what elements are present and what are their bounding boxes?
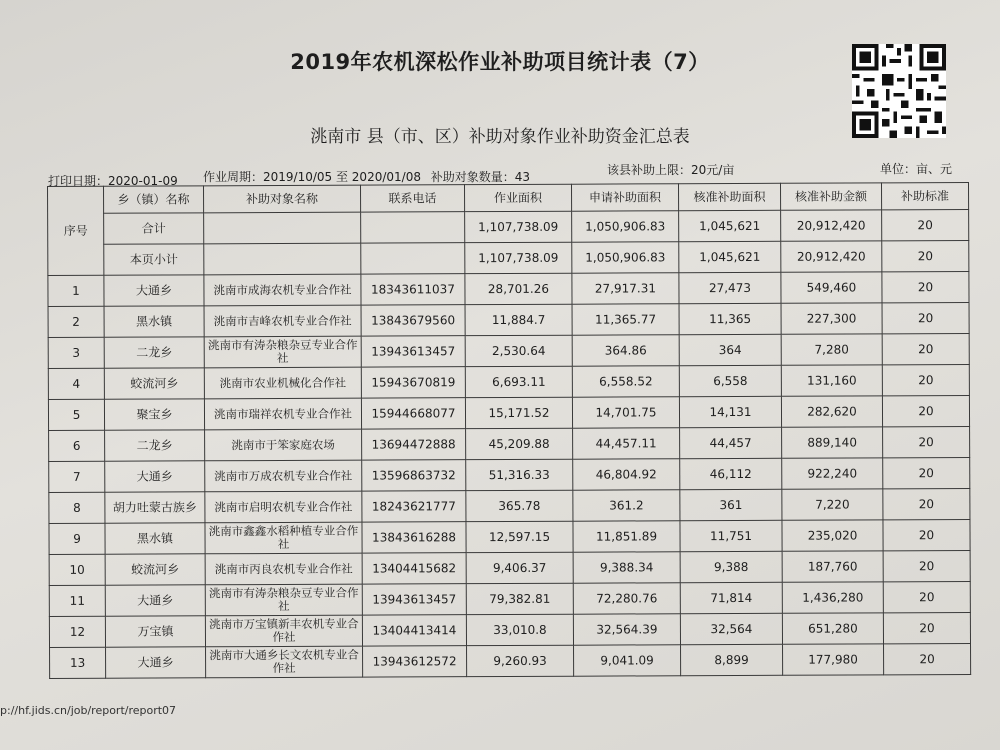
table-row (49, 457, 970, 492)
standard: 20 (884, 643, 971, 674)
work-area: 51,316.33 (466, 459, 573, 490)
work-area: 9,260.93 (467, 645, 574, 676)
approved-area: 364 (679, 334, 781, 365)
standard: 20 (883, 612, 970, 643)
row-index: 5 (48, 399, 104, 430)
summary-work-area: 1,107,738.09 (465, 211, 572, 242)
table-row (49, 581, 970, 616)
recipient-name: 洮南市农业机械化合作社 (204, 367, 361, 399)
approved-area: 9,388 (680, 551, 782, 582)
summary-label: 合计 (104, 213, 204, 244)
approved-amount: 7,280 (781, 334, 882, 365)
town-name: 大通乡 (106, 647, 206, 678)
applied-area: 27,917.31 (572, 273, 679, 304)
approved-area: 14,131 (679, 396, 781, 427)
applied-area: 361.2 (573, 490, 680, 521)
work-area: 15,171.52 (465, 397, 572, 428)
approved-amount: 227,300 (781, 303, 882, 334)
print-date: 打印日期：2020-01-09 (48, 174, 178, 188)
applied-area: 6,558.52 (572, 366, 679, 397)
contact-phone: 13943613457 (362, 584, 466, 615)
table-body (48, 182, 971, 678)
table-row (48, 271, 969, 306)
row-index: 1 (48, 275, 104, 306)
town-name: 大通乡 (105, 585, 205, 616)
row-index: 12 (49, 616, 105, 647)
town-name: 胡力吐蒙古族乡 (105, 492, 205, 523)
recipient-name: 洮南市启明农机专业合作社 (205, 491, 362, 523)
approved-amount: 177,980 (783, 644, 884, 675)
approved-area: 361 (680, 489, 782, 520)
approved-area: 11,365 (679, 303, 781, 334)
work-period (203, 168, 530, 185)
approved-amount: 1,436,280 (782, 582, 883, 613)
applied-area: 14,701.75 (572, 397, 679, 428)
table-row (50, 643, 971, 678)
applied-area: 11,365.77 (572, 304, 679, 335)
contact-phone: 13694472888 (362, 429, 466, 460)
row-index: 11 (49, 585, 105, 616)
work-area: 33,010.8 (466, 614, 573, 645)
work-area: 365.78 (466, 490, 573, 521)
applied-area: 72,280.76 (573, 583, 680, 614)
applied-area: 9,388.34 (573, 552, 680, 583)
header-index: 序号 (48, 186, 104, 275)
row-index: 4 (48, 368, 104, 399)
standard: 20 (882, 364, 969, 395)
town-name: 大通乡 (105, 461, 205, 492)
approved-area: 32,564 (680, 613, 782, 644)
recipient-name: 洮南市成海农机专业合作社 (204, 274, 361, 306)
summary-row (48, 240, 969, 275)
row-index: 6 (49, 430, 105, 461)
approved-area: 6,558 (679, 365, 781, 396)
town-name: 大通乡 (104, 275, 204, 306)
approved-area: 71,814 (680, 582, 782, 613)
work-area: 2,530.64 (465, 335, 572, 366)
town-name: 蛟流河乡 (105, 554, 205, 585)
contact-phone: 13404415682 (362, 553, 466, 584)
table-row (49, 519, 970, 554)
row-index: 3 (48, 337, 104, 368)
approved-amount: 549,460 (781, 272, 882, 303)
approved-area: 11,751 (680, 520, 782, 551)
approved-amount: 187,760 (782, 551, 883, 582)
row-index: 7 (49, 461, 105, 492)
summary-applied-area: 1,050,906.83 (572, 242, 679, 273)
empty-cell (204, 243, 361, 275)
contact-phone: 18243621777 (362, 491, 466, 522)
row-index: 9 (49, 523, 105, 554)
applied-area: 46,804.92 (573, 459, 680, 490)
table-row (48, 364, 969, 399)
standard: 20 (883, 581, 970, 612)
summary-standard: 20 (882, 209, 969, 240)
standard: 20 (882, 302, 969, 333)
applied-area: 44,457.11 (573, 428, 680, 459)
column-header: 核准补助面积 (678, 183, 780, 210)
row-index: 13 (50, 647, 106, 678)
contact-phone: 15943670819 (361, 367, 465, 398)
contact-phone: 18343611037 (361, 274, 465, 305)
empty-cell (204, 212, 361, 244)
table-row (48, 333, 969, 368)
qr-code-icon (852, 44, 946, 138)
column-header: 乡（镇）名称 (104, 186, 204, 213)
contact-phone: 15944668077 (361, 398, 465, 429)
column-header: 申请补助面积 (571, 184, 678, 211)
recipient-name: 洮南市吉峰农机专业合作社 (204, 305, 361, 337)
recipient-name: 洮南市丙良农机专业合作社 (205, 553, 362, 585)
table-row (49, 426, 970, 461)
row-index: 2 (48, 306, 104, 337)
row-index: 8 (49, 492, 105, 523)
work-area: 6,693.11 (465, 366, 572, 397)
town-name: 黑水镇 (104, 306, 204, 337)
standard: 20 (883, 519, 970, 550)
work-area: 9,406.37 (466, 552, 573, 583)
recipient-name: 洮南市万宝镇新丰农机专业合作社 (205, 615, 362, 647)
recipient-name: 洮南市有涛杂粮杂豆专业合作社 (205, 584, 362, 616)
column-header: 作业面积 (464, 184, 571, 211)
county-limit: 该县补助上限：20元/亩 (607, 163, 735, 177)
summary-approved-area: 1,045,621 (679, 210, 781, 241)
standard: 20 (883, 426, 970, 457)
town-name: 二龙乡 (105, 430, 205, 461)
work-area: 79,382.81 (466, 583, 573, 614)
town-name: 黑水镇 (105, 523, 205, 554)
header-row (48, 182, 969, 213)
applied-area: 364.86 (572, 335, 679, 366)
table-row (48, 395, 969, 430)
contact-phone: 13596863732 (362, 460, 466, 491)
summary-approved-area: 1,045,621 (679, 241, 781, 272)
contact-phone: 13843679560 (361, 305, 465, 336)
town-name: 蛟流河乡 (104, 368, 204, 399)
column-header: 补助标准 (881, 182, 968, 209)
work-area: 11,884.7 (465, 304, 572, 335)
recipient-name: 洮南市瑞祥农机专业合作社 (204, 398, 361, 430)
table-row (49, 488, 970, 523)
town-name: 万宝镇 (105, 616, 205, 647)
approved-area: 44,457 (680, 427, 782, 458)
approved-amount: 889,140 (782, 427, 883, 458)
recipient-name: 洮南市于笨家庭农场 (205, 429, 362, 461)
document-title: 2019年农机深松作业补助项目统计表（7） (290, 50, 710, 74)
standard: 20 (882, 333, 969, 364)
work-area: 45,209.88 (466, 428, 573, 459)
standard: 20 (882, 395, 969, 426)
standard: 20 (883, 488, 970, 519)
work-area: 12,597.15 (466, 521, 573, 552)
recipient-count: 补助对象数量：43 (430, 170, 531, 184)
summary-work-area: 1,107,738.09 (465, 242, 572, 273)
town-name: 聚宝乡 (104, 399, 204, 430)
work-period-range: 作业周期：2019/10/05 至 2020/01/08 (203, 170, 421, 184)
recipient-name: 洮南市鑫鑫水稻种植专业合作社 (205, 522, 362, 554)
applied-area: 11,851.89 (573, 521, 680, 552)
subsidy-table (47, 182, 971, 679)
summary-row (48, 209, 969, 244)
approved-area: 46,112 (680, 458, 782, 489)
summary-applied-area: 1,050,906.83 (572, 211, 679, 242)
recipient-name: 洮南市万成农机专业合作社 (205, 460, 362, 492)
contact-phone: 13404413414 (362, 615, 466, 646)
contact-phone: 13943613457 (361, 336, 465, 367)
contact-phone: 13943612572 (363, 646, 467, 677)
recipient-name: 洮南市大通乡长文农机专业合作社 (206, 646, 363, 678)
empty-cell (361, 212, 465, 243)
applied-area: 32,564.39 (573, 614, 680, 645)
approved-amount: 282,620 (781, 396, 882, 427)
row-index: 10 (49, 554, 105, 585)
work-area: 28,701.26 (465, 273, 572, 304)
approved-amount: 131,160 (781, 365, 882, 396)
table-row (49, 612, 970, 647)
approved-area: 27,473 (679, 272, 781, 303)
column-header: 核准补助金额 (780, 183, 881, 210)
summary-approved-amount: 20,912,420 (781, 210, 882, 241)
column-header: 联系电话 (360, 185, 464, 212)
town-name: 二龙乡 (104, 337, 204, 368)
standard: 20 (882, 271, 969, 302)
report-url: p://hf.jids.cn/job/report/report07 (0, 704, 177, 717)
unit-label: 单位：亩、元 (880, 162, 953, 176)
contact-phone: 13843616288 (362, 522, 466, 553)
approved-amount: 651,280 (782, 613, 883, 644)
empty-cell (361, 243, 465, 274)
approved-amount: 235,020 (782, 520, 883, 551)
table-row (48, 302, 969, 337)
standard: 20 (883, 457, 970, 488)
approved-area: 8,899 (681, 644, 783, 675)
approved-amount: 7,220 (782, 489, 883, 520)
column-header: 补助对象名称 (204, 185, 361, 213)
applied-area: 9,041.09 (574, 645, 681, 676)
summary-standard: 20 (882, 240, 969, 271)
table-row (49, 550, 970, 585)
standard: 20 (883, 550, 970, 581)
recipient-name: 洮南市有涛杂粮杂豆专业合作社 (204, 336, 361, 368)
approved-amount: 922,240 (782, 458, 883, 489)
summary-approved-amount: 20,912,420 (781, 241, 882, 272)
document-subtitle: 洮南市 县（市、区）补助对象作业补助资金汇总表 (310, 127, 690, 147)
summary-label: 本页小计 (104, 244, 204, 275)
